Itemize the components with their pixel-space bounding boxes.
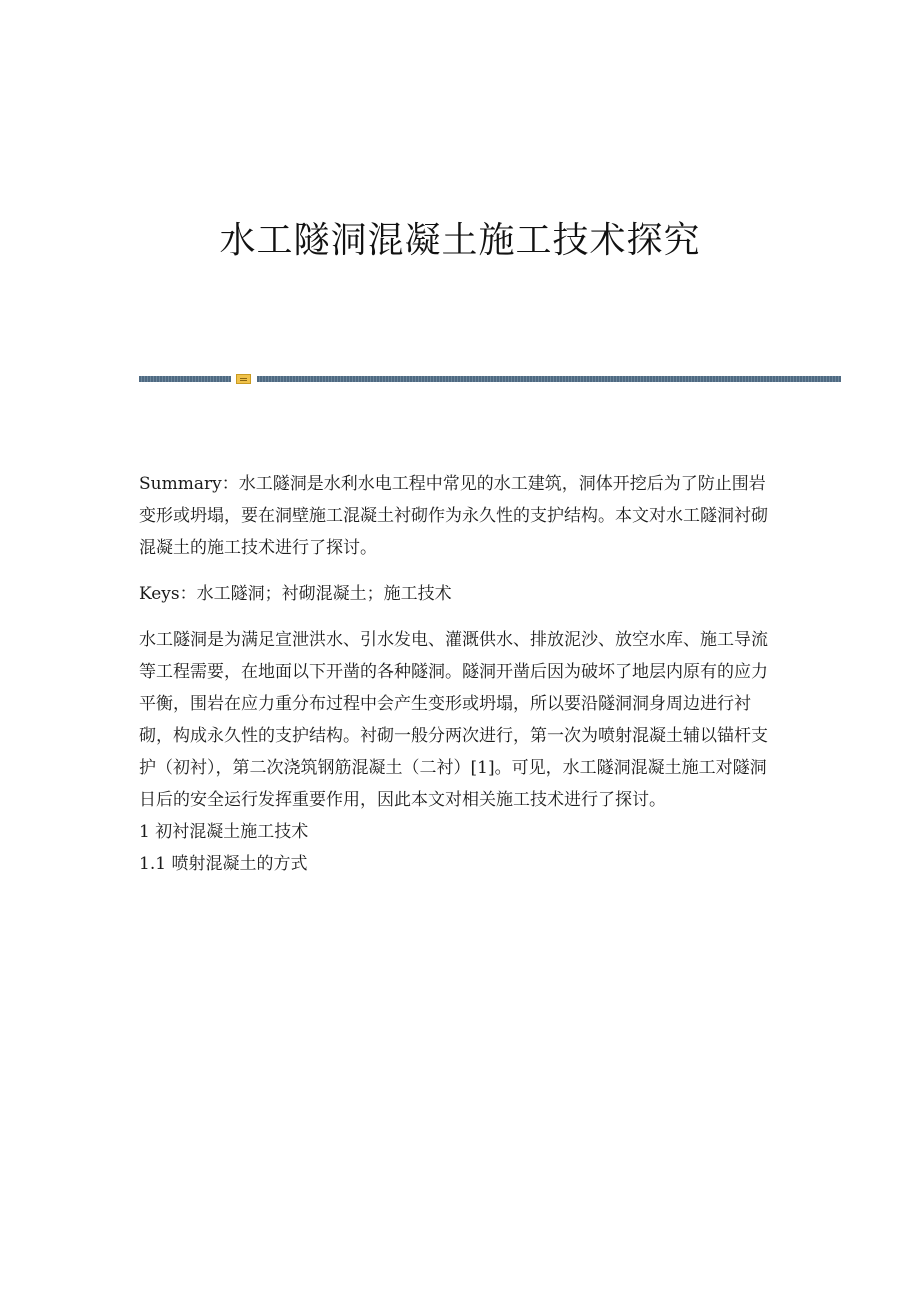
intro-paragraph: 水工隧洞是为满足宣泄洪水、引水发电、灌溉供水、排放泥沙、放空水库、施工导流等工程需要，在地面以下开凿的各种隧洞。隧洞开凿后因为破坏了地层内原有的应力平衡，围岩在应力重分布过程中会产生变形或坍塌，所以要沿隧洞洞身周边进行衬砌，构成永久性的支护结构。衬砌一般分两次进行，第一次为喷射混凝土辅以锚杆支护（初衬），第二次浇筑钢筋混凝土（二衬）[1]。可见，水工隧洞混凝土施工对隧洞日后的安全运行发挥重要作用，因此本文对相关施工技术进行了探讨。 [139,630,768,810]
summary-paragraph: Summary：水工隧洞是水利水电工程中常见的水工建筑，洞体开挖后为了防止围岩变形或坍塌，要在洞壁施工混凝土衬砌作为永久性的支护结构。本文对水工隧洞衬砌混凝土的施工技术进行了探讨。 [139,474,768,558]
divider-bar-right [257,376,841,382]
title-divider [139,374,841,384]
divider-ornament-icon [236,374,251,384]
divider-bar-left [139,376,231,382]
document-body [139,468,779,880]
section-heading-1-1: 1.1 喷射混凝土的方式 [139,854,308,874]
section-heading-1: 1 初衬混凝土施工技术 [139,822,309,842]
document-title: 水工隧洞混凝土施工技术探究 [219,220,701,261]
keys-paragraph: Keys：水工隧洞；衬砌混凝土；施工技术 [139,584,452,604]
